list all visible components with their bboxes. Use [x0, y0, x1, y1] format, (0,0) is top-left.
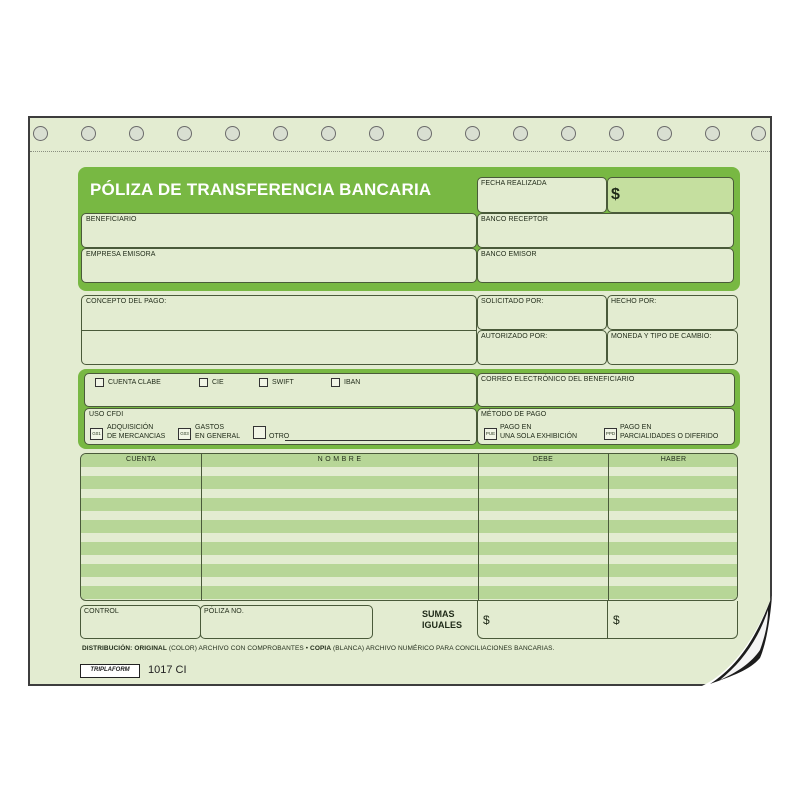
banco-receptor-field[interactable] [477, 213, 734, 248]
metodo-pago-field [477, 408, 735, 445]
account-type-field [84, 373, 477, 407]
correo-label: CORREO ELECTRÓNICO DEL BENEFICIARIO [481, 376, 635, 383]
hecho-label: HECHO POR: [611, 298, 657, 305]
cuenta-clabe-label: CUENTA CLABE [108, 379, 161, 386]
hole-icon [657, 126, 672, 141]
g01-checkbox[interactable]: G01 [90, 428, 103, 440]
concepto-field[interactable] [81, 295, 477, 365]
hole-icon [513, 126, 528, 141]
swift-label: SWIFT [272, 379, 294, 386]
hecho-field[interactable] [607, 295, 738, 330]
hole-icon [177, 126, 192, 141]
iguales-label: IGUALES [422, 620, 463, 630]
iban-label: IBAN [344, 379, 361, 386]
table-row [81, 564, 737, 577]
column-divider [478, 454, 479, 600]
metodo-pago-label: MÉTODO DE PAGO [481, 411, 547, 418]
header-haber: HABER [660, 456, 687, 463]
distribucion-label: DISTRIBUCIÓN: [82, 645, 133, 652]
banco-receptor-label: BANCO RECEPTOR [481, 216, 549, 223]
poliza-no-field[interactable] [200, 605, 373, 639]
solicitado-label: SOLICITADO POR: [481, 298, 544, 305]
ppd-checkbox[interactable]: PPD [604, 428, 617, 440]
autorizado-label: AUTORIZADO POR: [481, 333, 548, 340]
cuenta-clabe-checkbox[interactable] [95, 378, 104, 387]
punch-holes [30, 118, 770, 150]
uso-cfdi-field [84, 408, 477, 445]
g03-checkbox[interactable]: G03 [178, 428, 191, 440]
pue-line2: UNA SOLA EXHIBICIÓN [500, 433, 578, 440]
poliza-no-label: PÓLIZA NO. [204, 608, 244, 615]
hole-icon [465, 126, 480, 141]
brand-logo: TRIPLAFORM [80, 664, 140, 678]
ppd-line1: PAGO EN [620, 424, 652, 431]
solicitado-field[interactable] [477, 295, 607, 330]
concepto-divider [82, 330, 476, 331]
control-field[interactable] [80, 605, 201, 639]
g03-line1: GASTOS [195, 424, 225, 431]
otro-label: OTRO [269, 433, 290, 440]
g03-line2: EN GENERAL [195, 433, 241, 440]
hole-icon [705, 126, 720, 141]
iban-checkbox[interactable] [331, 378, 340, 387]
hole-icon [273, 126, 288, 141]
uso-cfdi-label: USO CFDI [89, 411, 124, 418]
cie-checkbox[interactable] [199, 378, 208, 387]
table-row [81, 520, 737, 533]
distribution-note [82, 645, 555, 652]
original-text: (COLOR) ARCHIVO CON COMPROBANTES • [168, 645, 309, 652]
hole-icon [417, 126, 432, 141]
hole-icon [321, 126, 336, 141]
otro-checkbox[interactable] [253, 426, 266, 439]
model-number: 1017 CI [148, 664, 187, 676]
form-sheet [28, 116, 772, 686]
ppd-line2: PARCIALIDADES O DIFERIDO [620, 433, 719, 440]
column-divider [608, 454, 609, 600]
copia-label: COPIA [310, 645, 332, 652]
banco-emisor-field[interactable] [477, 248, 734, 283]
header-nombre: N O M B R E [317, 456, 362, 463]
ledger-table [80, 453, 738, 601]
otro-line[interactable] [285, 440, 470, 441]
copia-text: (BLANCA) ARCHIVO NUMÉRICO PARA CONCILIACIONES BANCARIAS. [333, 645, 555, 652]
correo-field[interactable] [477, 373, 735, 407]
hole-icon [751, 126, 766, 141]
hole-icon [369, 126, 384, 141]
fecha-realizada-field[interactable] [477, 177, 607, 213]
beneficiario-field[interactable] [81, 213, 477, 248]
cie-label: CIE [212, 379, 224, 386]
column-divider [201, 454, 202, 600]
table-row [81, 498, 737, 511]
hole-icon [33, 126, 48, 141]
hole-icon [225, 126, 240, 141]
banco-emisor-label: BANCO EMISOR [481, 251, 537, 258]
pue-line1: PAGO EN [500, 424, 532, 431]
pue-checkbox[interactable]: PUE [484, 428, 497, 440]
empresa-emisora-label: EMPRESA EMISORA [86, 251, 156, 258]
autorizado-field[interactable] [477, 330, 607, 365]
header-debe: DEBE [532, 456, 554, 463]
original-label: ORIGINAL [134, 645, 167, 652]
perforation-line [30, 151, 770, 152]
moneda-field[interactable] [607, 330, 738, 365]
table-row [81, 542, 737, 555]
swift-checkbox[interactable] [259, 378, 268, 387]
totals-box [477, 601, 738, 639]
g01-line1: ADQUISICIÓN [107, 424, 154, 431]
hole-icon [561, 126, 576, 141]
moneda-label: MONEDA Y TIPO DE CAMBIO: [611, 333, 712, 340]
control-label: CONTROL [84, 608, 119, 615]
haber-total-field[interactable]: $ [613, 613, 620, 627]
debe-total-field[interactable]: $ [483, 613, 490, 627]
fecha-realizada-label: FECHA REALIZADA [481, 180, 547, 187]
totals-divider [607, 601, 608, 638]
hole-icon [81, 126, 96, 141]
table-row [81, 586, 737, 599]
form-title: PÓLIZA DE TRANSFERENCIA BANCARIA [90, 180, 432, 199]
empresa-emisora-field[interactable] [81, 248, 477, 283]
header-cuenta: CUENTA [125, 456, 157, 463]
hole-icon [129, 126, 144, 141]
beneficiario-label: BENEFICIARIO [86, 216, 137, 223]
concepto-label: CONCEPTO DEL PAGO: [86, 298, 167, 305]
sumas-label: SUMAS [422, 609, 455, 619]
g01-line2: DE MERCANCIAS [107, 433, 166, 440]
page-curl-icon [702, 596, 772, 686]
amount-field[interactable] [607, 177, 734, 213]
hole-icon [609, 126, 624, 141]
amount-currency: $ [611, 186, 620, 203]
table-row [81, 476, 737, 489]
